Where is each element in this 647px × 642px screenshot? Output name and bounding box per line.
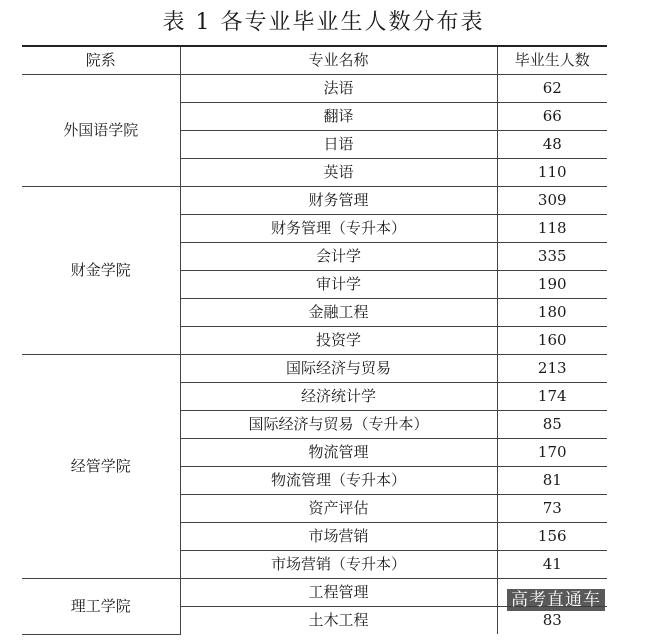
count-cell: 41 [497,551,607,579]
major-cell: 财务管理（专升本） [180,215,497,243]
department-cell: 理工学院 [22,579,180,635]
count-cell: 174 [497,383,607,411]
major-cell: 工程管理 [180,579,497,607]
major-cell: 国际经济与贸易（专升本） [180,411,497,439]
watermark: 高考直通车 [507,589,605,611]
table-row [22,187,607,215]
major-cell: 物流管理 [180,439,497,467]
major-cell: 法语 [180,75,497,103]
count-cell: 81 [497,467,607,495]
major-cell: 市场营销（专升本） [180,551,497,579]
major-cell: 翻译 [180,103,497,131]
count-cell: 110 [497,159,607,187]
department-cell: 经管学院 [22,355,180,579]
major-cell: 投资学 [180,327,497,355]
major-cell: 市场营销 [180,523,497,551]
major-cell: 物流管理（专升本） [180,467,497,495]
count-cell: 156 [497,523,607,551]
graduates-table [22,45,607,635]
count-cell: 160 [497,327,607,355]
table-row [22,75,607,103]
table-body [22,75,607,635]
count-cell: 170 [497,439,607,467]
major-cell: 资产评估 [180,495,497,523]
major-cell: 财务管理 [180,187,497,215]
count-cell: 335 [497,243,607,271]
count-cell: 73 [497,495,607,523]
header-major: 专业名称 [180,46,497,75]
header-count: 毕业生人数 [497,46,607,75]
count-cell: 309 [497,187,607,215]
table-header-row [22,46,607,75]
count-cell: 190 [497,271,607,299]
count-cell: 180 [497,299,607,327]
header-department: 院系 [22,46,180,75]
major-cell: 会计学 [180,243,497,271]
count-cell: 62 [497,75,607,103]
major-cell: 英语 [180,159,497,187]
count-cell: 66 [497,103,607,131]
major-cell: 金融工程 [180,299,497,327]
major-cell: 审计学 [180,271,497,299]
major-cell: 经济统计学 [180,383,497,411]
table-row [22,355,607,383]
count-cell: 118 [497,215,607,243]
count-cell: 83 [497,607,607,635]
major-cell: 土木工程 [180,607,497,635]
major-cell: 国际经济与贸易 [180,355,497,383]
count-cell: 48 [497,131,607,159]
department-cell: 外国语学院 [22,75,180,187]
count-cell: 85 [497,411,607,439]
major-cell: 日语 [180,131,497,159]
department-cell: 财金学院 [22,187,180,355]
table-title: 表 1 各专业毕业生人数分布表 [162,10,485,35]
count-cell: 213 [497,355,607,383]
